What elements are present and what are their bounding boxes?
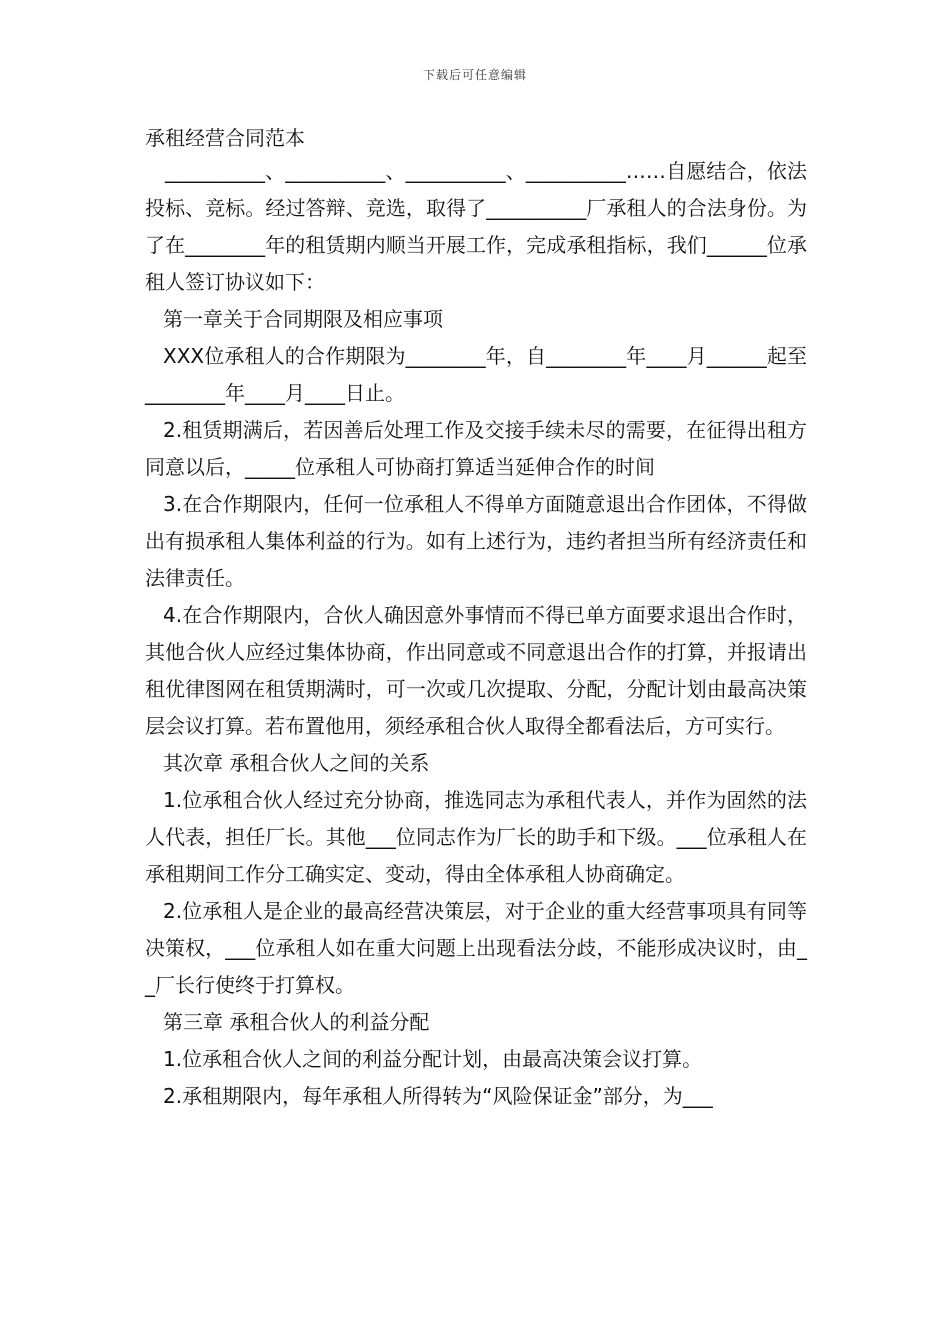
chapter-heading: 第一章关于合同期限及相应事项 [163,307,443,331]
header-note: 下载后可任意编辑 [422,68,527,82]
clause-paragraph: XXX位承租人的合作期限为________年，自________年____月______起至________年____月____日止。 [145,344,807,405]
document-body [145,153,807,1115]
chapter-heading: 其次章 承租合伙人之间的关系 [163,751,430,775]
clause-paragraph: 2.承租期限内，每年承租人所得转为“风险保证金”部分，为___ [163,1084,713,1108]
clause-paragraph: 4.在合作期限内，合伙人确因意外事情而不得已单方面要求退出合作时，其他合伙人应经过集体协商，作出同意或不同意退出合作的打算，并报请出租优律图网在租赁期满时，可一次或几次提取、分配，分配计划由最高决策层会议打算。若布置他用，须经承租合伙人取得全都看法后，方可实行。 [145,603,807,738]
document-title: 承租经营合同范本 [145,126,305,150]
intro-paragraph: __________、__________、__________、__________……自愿结合，依法投标、竞标。经过答辩、竞选，取得了__________厂承租人的合法身份。为了在________年的租赁期内顺当开展工作，完成承租指标，我们______位承租人签订协议如下： [145,159,807,294]
clause-paragraph: 2.位承租人是企业的最高经营决策层，对于企业的重大经营事项具有同等决策权，___位承租人如在重大问题上出现看法分歧，不能形成决议时，由__厂长行使终于打算权。 [145,899,807,997]
chapter-heading: 第三章 承租合伙人的利益分配 [163,1010,430,1034]
clause-paragraph: 1.位承租合伙人之间的利益分配计划，由最高决策会议打算。 [163,1047,703,1071]
clause-paragraph: 2.租赁期满后，若因善后处理工作及交接手续未尽的需要，在征得出租方同意以后，_____位承租人可协商打算适当延伸合作的时间 [145,418,807,479]
clause-paragraph: 3.在合作期限内，任何一位承租人不得单方面随意退出合作团体，不得做出有损承租人集体利益的行为。如有上述行为，违约者担当所有经济责任和法律责任。 [145,492,807,590]
clause-paragraph: 1.位承租合伙人经过充分协商，推选同志为承租代表人，并作为固然的法人代表，担任厂长。其他___位同志作为厂长的助手和下级。___位承租人在承租期间工作分工确实定、变动，得由全体承租人协商确定。 [145,788,807,886]
